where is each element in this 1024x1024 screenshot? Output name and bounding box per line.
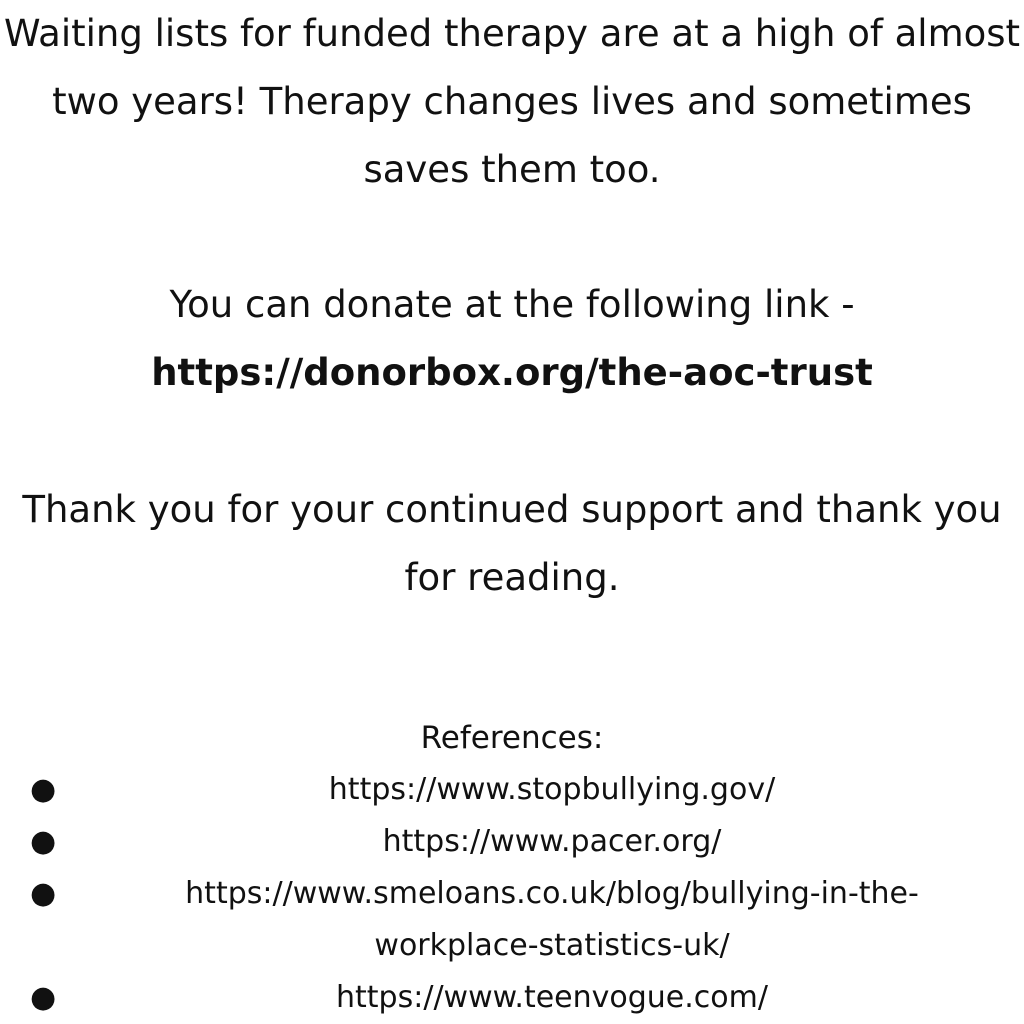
reference-item [0,868,1024,972]
bullet-icon: ● [30,980,57,1015]
reference-link[interactable]: https://www.teenvogue.com/ [336,980,768,1015]
bullet-icon: ● [30,876,57,911]
reference-item [0,764,1024,816]
reference-link[interactable]: https://www.pacer.org/ [382,824,722,859]
waiting-lists-text: Waiting lists for funded therapy are at a high of almost two years! Therapy changes lives and sometimes saves them too. [3,12,1021,191]
thank-you-paragraph [0,476,1024,612]
thank-you-text: Thank you for your continued support and thank you for reading. [22,488,1002,599]
reference-link[interactable]: https://www.smeloans.co.uk/blog/bullying-in-the-workplace-statistics-uk/ [185,876,919,963]
reference-item [0,816,1024,868]
donate-paragraph [0,271,1024,407]
donate-link[interactable]: https://donorbox.org/the-aoc-trust [151,351,873,394]
waiting-lists-paragraph [0,0,1024,204]
bullet-icon: ● [30,824,57,859]
reference-link[interactable]: https://www.stopbullying.gov/ [328,772,776,807]
references-list [0,764,1024,1024]
reference-item [0,972,1024,1024]
donate-text: You can donate at the following link - [169,283,855,326]
references-heading: References: [420,720,604,756]
bullet-icon: ● [30,772,57,807]
